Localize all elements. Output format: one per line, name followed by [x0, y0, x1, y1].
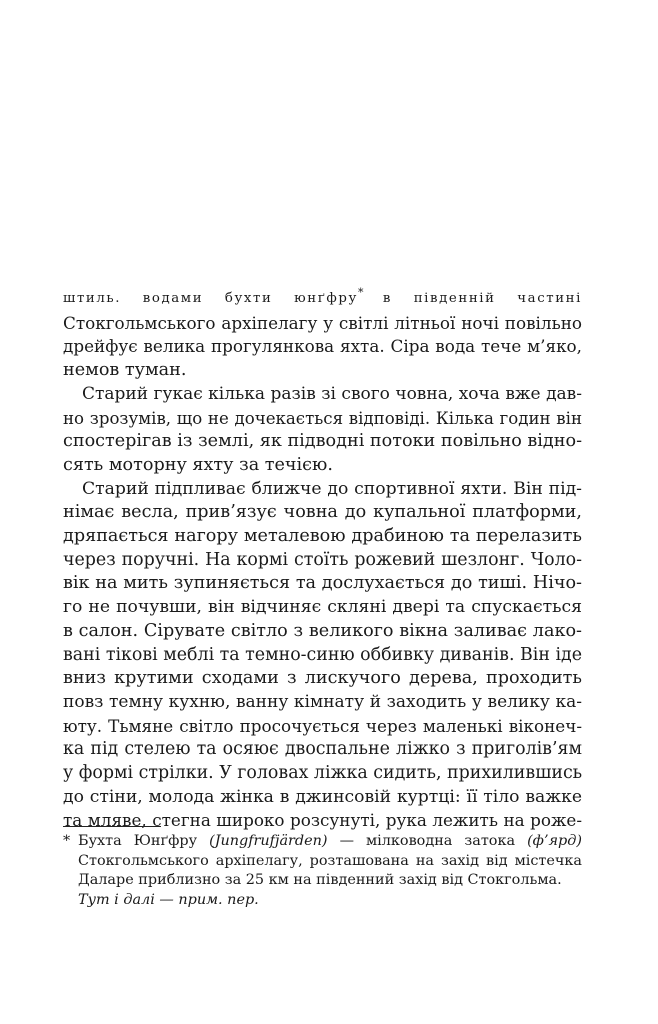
footnote-line: Стокгольмського архіпелагу, розташована на захід від містечка [78, 852, 582, 869]
footnote-divider [63, 826, 161, 827]
text-line: у формі стрілки. У головах ліжка сидить, прихилившись [63, 763, 583, 784]
text-line: до стіни, молода жінка в джинсовій куртці: її тіло важке [63, 786, 582, 807]
text-line: юту. Тьмяне світло просочується через маленькі віконеч- [63, 715, 582, 736]
text-line: в салон. Сірувате світло з великого вікна заливає лако- [63, 620, 582, 641]
footnote [63, 832, 582, 911]
text-line: вані тікові меблі та темно-синю оббивку диванів. Він іде [63, 644, 583, 665]
text-line: Стокгольмського архіпелагу у світлі літньої ночі повільно [63, 312, 582, 333]
text-line: вниз крутими сходами з лискучого дерева, проходить [63, 668, 582, 689]
text-line: німає весла, прив’язує човна до купальної платформи, [63, 502, 582, 523]
text-line: вік на мить зупиняється та дослухається до тиші. Нічо- [63, 573, 582, 594]
footnote-term-note: (ф’ярд) [527, 833, 582, 849]
small-caps-lead: штиль. водами бухти юнґфру [63, 291, 358, 306]
text-line: дряпається нагору металевою драбиною та перелазить [63, 526, 582, 547]
text-line: через поручні. На кормі стоїть рожевий шезлонг. Чоло- [63, 549, 582, 570]
footnote-reference[interactable]: * [357, 286, 364, 300]
text-line: дрейфує велика прогулянкова яхта. Сіра вода тече м’яко, [63, 336, 582, 357]
text-line: та мляве, стегна широко розсунуті, рука лежить на роже- [63, 810, 582, 831]
body-text [63, 287, 582, 833]
text-line: но зрозумів, що не дочекається відповіді. Кілька годин він [63, 408, 582, 428]
text-line: го не почувши, він відчиняє скляні двері та спускається [63, 597, 582, 618]
text-line: ка під стелею та осяює двоспальне ліжко з приголів’ям [63, 739, 582, 760]
footnote-term: Бухта Юнґфру [78, 833, 210, 849]
translator-note: Тут і далі — прим. пер. [78, 892, 259, 909]
footnote-line: Даларе приблизно за 25 км на південний захід від Стокгольма. [78, 872, 562, 889]
text-line: Старий підпливає ближче до спортивної яхти. Він під- [82, 478, 582, 499]
footnote-definition: — мілководна затока [327, 833, 528, 849]
text-line: спостерігав із землі, як підводні потоки повільно відно- [63, 431, 583, 452]
footnote-original-name: (Jungfrufjärden) [209, 833, 328, 849]
text-line: немов туман. [63, 360, 187, 381]
footnote-body [78, 832, 582, 911]
footnote-line [78, 832, 582, 852]
footnote-marker: * [63, 833, 71, 849]
text-line: Старий гукає кілька разів зі свого човна, хоча вже дав- [82, 383, 582, 404]
paragraph-opening-line [63, 287, 582, 312]
text-line: сять моторну яхту за течією. [63, 454, 333, 475]
small-caps-lead-rest: в південній частині [382, 291, 582, 306]
text-line: повз темну кухню, ванну кімнату й заходить у велику ка- [63, 691, 582, 712]
